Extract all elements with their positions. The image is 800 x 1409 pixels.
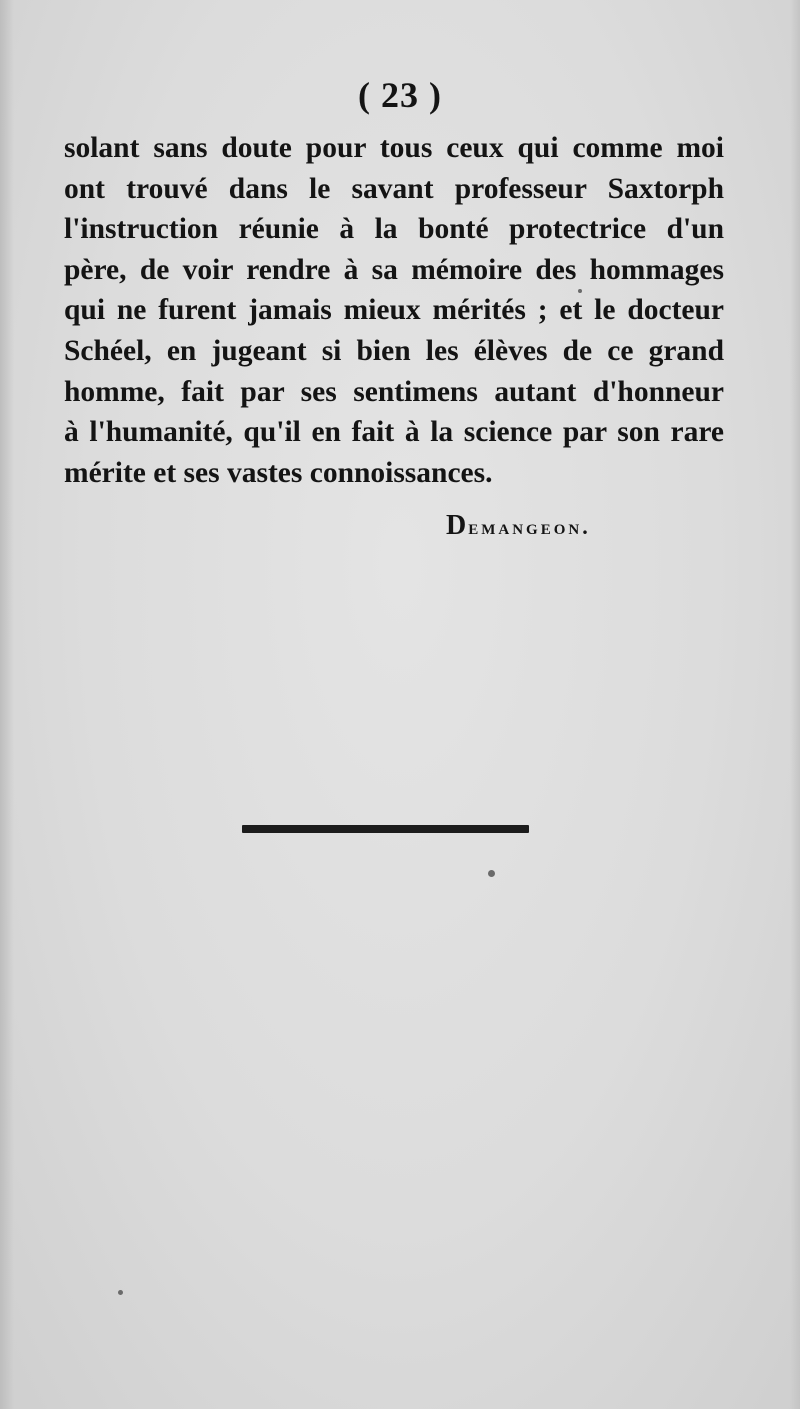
text-line: homme, fait par ses sentimens autant d'honneur (64, 375, 724, 408)
body-paragraph (64, 128, 724, 493)
text-line: l'instruction réunie à la bonté protectrice d'un (64, 213, 724, 246)
text-line: à l'humanité, qu'il en fait à la science par son rare (64, 416, 724, 449)
signature-rest: emangeon. (468, 514, 591, 539)
ink-speck (118, 1290, 123, 1295)
page-shadow-right (790, 0, 800, 1409)
text-line: père, de voir rendre à sa mémoire des hommages (64, 253, 724, 286)
text-line: qui ne furent jamais mieux mérités ; et le docteur (64, 294, 724, 327)
ink-speck (578, 289, 582, 293)
author-signature (446, 510, 591, 542)
ink-speck (488, 870, 495, 877)
section-divider-rule (242, 825, 529, 833)
text-line-last: mérite et ses vastes connoissances. (64, 456, 493, 489)
page-number: ( 23 ) (358, 75, 442, 115)
page-shadow-left (0, 0, 14, 1409)
text-line: solant sans doute pour tous ceux qui comme moi (64, 132, 724, 164)
text-line: ont trouvé dans le savant professeur Saxtorph (64, 172, 724, 205)
text-line: Schéel, en jugeant si bien les élèves de ce grand (64, 334, 724, 367)
signature-initial: D (446, 510, 469, 541)
